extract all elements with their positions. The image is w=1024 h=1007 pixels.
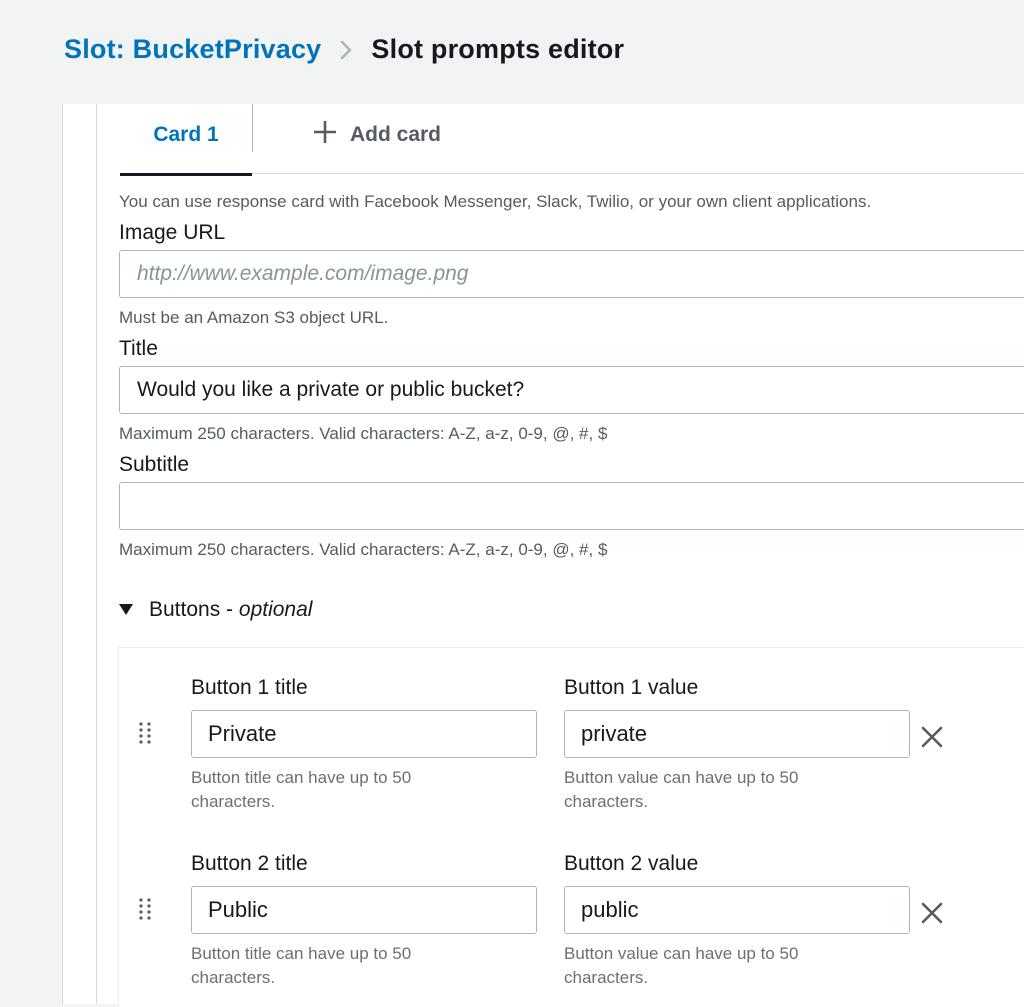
image-url-label: Image URL	[119, 221, 226, 244]
active-tab-indicator	[120, 173, 252, 176]
subtitle-label: Subtitle	[119, 453, 190, 476]
card-description: You can use response card with Facebook Messenger, Slack, Twilio, or your own client applications.	[119, 192, 872, 211]
tab-card-1-label: Card 1	[153, 123, 219, 146]
add-card-label: Add card	[350, 123, 442, 146]
buttons-list	[118, 647, 1024, 1007]
button-title-input[interactable]	[191, 710, 537, 758]
button-value-column	[564, 648, 910, 814]
card-form	[119, 188, 1024, 564]
close-icon[interactable]	[919, 724, 945, 750]
plus-icon	[314, 121, 336, 149]
breadcrumb-slot-link[interactable]: Slot: BucketPrivacy	[64, 34, 322, 64]
button-row	[119, 824, 1024, 1000]
drag-handle-icon[interactable]	[138, 721, 152, 745]
button-value-input[interactable]	[564, 710, 910, 758]
button-title-label: Button 2 title	[191, 852, 308, 875]
image-url-input[interactable]	[119, 250, 1024, 298]
chevron-right-icon	[339, 39, 353, 61]
button-title-column	[191, 648, 537, 814]
caret-down-icon	[119, 598, 133, 622]
title-label: Title	[119, 337, 158, 360]
card-tabs	[120, 104, 1024, 174]
button-value-hint: Button value can have up to 50 characters.	[564, 768, 799, 811]
title-input[interactable]	[119, 366, 1024, 414]
button-value-label: Button 1 value	[564, 676, 699, 699]
button-value-column	[564, 824, 910, 990]
button-value-input[interactable]	[564, 886, 910, 934]
subtitle-input[interactable]	[119, 482, 1024, 530]
button-title-hint: Button title can have up to 50 characters.	[191, 768, 412, 811]
buttons-section-label: Buttons -	[149, 598, 239, 621]
page-title: Slot prompts editor	[371, 34, 625, 64]
title-hint: Maximum 250 characters. Valid characters: A-Z, a-z, 0-9, @, #, $	[119, 424, 608, 443]
tab-card-1[interactable]	[120, 104, 252, 174]
buttons-optional-label: optional	[238, 598, 313, 621]
button-title-label: Button 1 title	[191, 676, 308, 699]
button-title-hint: Button title can have up to 50 characters.	[191, 944, 412, 987]
breadcrumb	[64, 34, 624, 65]
button-title-input[interactable]	[191, 886, 537, 934]
button-value-label: Button 2 value	[564, 852, 699, 875]
close-icon[interactable]	[919, 900, 945, 926]
button-title-column	[191, 824, 537, 990]
button-value-hint: Button value can have up to 50 characters.	[564, 944, 799, 987]
tab-divider	[252, 104, 253, 152]
button-row	[119, 648, 1024, 824]
image-url-hint: Must be an Amazon S3 object URL.	[119, 308, 389, 327]
buttons-section-toggle[interactable]	[119, 592, 312, 628]
subtitle-hint: Maximum 250 characters. Valid characters: A-Z, a-z, 0-9, @, #, $	[119, 540, 608, 559]
add-card-tab[interactable]	[314, 104, 441, 174]
page-header	[0, 0, 1024, 104]
drag-handle-icon[interactable]	[138, 897, 152, 921]
